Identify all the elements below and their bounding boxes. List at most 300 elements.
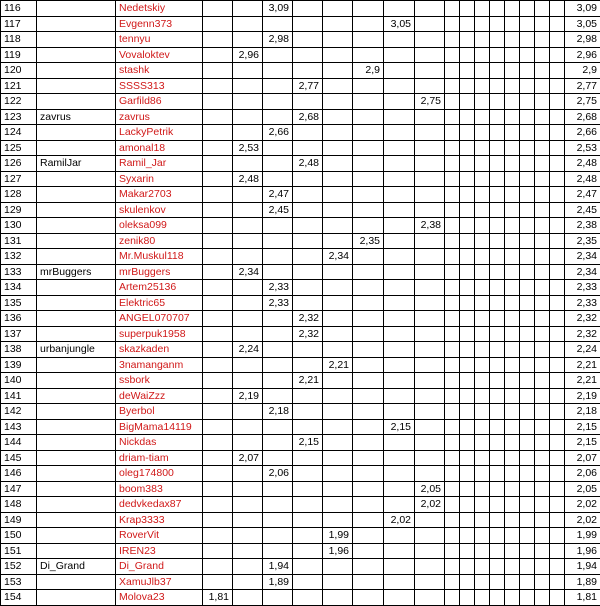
score-cell — [475, 295, 490, 311]
table-row — [1, 63, 600, 79]
total-cell: 2,21 — [565, 357, 600, 373]
score-cell — [384, 311, 415, 327]
score-cell — [550, 1, 565, 17]
score-cell — [293, 295, 323, 311]
score-cell: 2,75 — [415, 94, 445, 110]
score-cell — [323, 78, 353, 94]
score-cell — [323, 466, 353, 482]
score-cell — [505, 481, 520, 497]
score-cell — [460, 32, 475, 48]
score-cell — [475, 202, 490, 218]
score-cell — [490, 171, 505, 187]
score-cell — [550, 63, 565, 79]
score-cell — [293, 140, 323, 156]
score-cell: 2,21 — [293, 373, 323, 389]
total-cell: 2,32 — [565, 326, 600, 342]
score-cell — [384, 202, 415, 218]
score-cell — [353, 388, 384, 404]
nickname-cell: oleg174800 — [116, 466, 203, 482]
score-cell — [550, 47, 565, 63]
score-cell — [445, 357, 460, 373]
score-cell — [550, 218, 565, 234]
score-cell — [550, 435, 565, 451]
score-cell — [293, 47, 323, 63]
score-cell — [445, 249, 460, 265]
score-cell — [460, 419, 475, 435]
score-cell — [263, 497, 293, 513]
rank-cell: 131 — [1, 233, 37, 249]
table-row — [1, 326, 600, 342]
score-cell — [490, 63, 505, 79]
score-cell — [535, 16, 550, 32]
score-cell — [490, 218, 505, 234]
total-cell: 2,32 — [565, 311, 600, 327]
score-cell — [203, 419, 233, 435]
alias-cell — [37, 63, 116, 79]
score-cell: 2,33 — [263, 295, 293, 311]
score-cell — [415, 388, 445, 404]
nickname-cell: zavrus — [116, 109, 203, 125]
table-row — [1, 125, 600, 141]
score-cell — [490, 264, 505, 280]
score-cell — [203, 357, 233, 373]
score-cell — [384, 94, 415, 110]
rank-cell: 119 — [1, 47, 37, 63]
score-cell — [520, 249, 535, 265]
score-cell — [293, 342, 323, 358]
score-cell — [550, 140, 565, 156]
score-cell — [203, 311, 233, 327]
score-cell: 2,47 — [263, 187, 293, 203]
score-cell — [505, 202, 520, 218]
score-cell — [263, 233, 293, 249]
score-cell — [460, 78, 475, 94]
score-cell — [460, 435, 475, 451]
score-cell — [384, 63, 415, 79]
rank-cell: 121 — [1, 78, 37, 94]
score-cell — [353, 404, 384, 420]
score-cell — [323, 404, 353, 420]
score-cell — [505, 466, 520, 482]
score-cell — [415, 63, 445, 79]
score-cell — [550, 357, 565, 373]
score-cell — [490, 16, 505, 32]
score-cell — [445, 326, 460, 342]
score-cell — [550, 559, 565, 575]
alias-cell — [37, 233, 116, 249]
total-cell: 2,53 — [565, 140, 600, 156]
score-cell — [323, 373, 353, 389]
score-cell — [535, 466, 550, 482]
score-cell — [490, 156, 505, 172]
score-cell — [505, 47, 520, 63]
score-cell: 2,66 — [263, 125, 293, 141]
score-cell — [263, 63, 293, 79]
score-cell — [293, 94, 323, 110]
score-cell — [505, 109, 520, 125]
score-cell — [323, 32, 353, 48]
table-row — [1, 156, 600, 172]
score-cell — [445, 280, 460, 296]
alias-cell — [37, 357, 116, 373]
score-cell: 1,89 — [263, 574, 293, 590]
score-cell — [520, 233, 535, 249]
score-cell — [535, 357, 550, 373]
total-cell: 3,09 — [565, 1, 600, 17]
score-cell — [445, 543, 460, 559]
score-cell — [520, 156, 535, 172]
score-cell — [445, 466, 460, 482]
score-cell — [203, 543, 233, 559]
total-cell: 2,66 — [565, 125, 600, 141]
score-cell — [415, 202, 445, 218]
score-cell — [353, 16, 384, 32]
score-cell — [475, 311, 490, 327]
alias-cell — [37, 218, 116, 234]
score-cell — [505, 559, 520, 575]
score-cell — [293, 543, 323, 559]
score-cell — [384, 373, 415, 389]
score-cell — [233, 481, 263, 497]
score-cell — [505, 543, 520, 559]
score-cell — [460, 512, 475, 528]
rank-cell: 143 — [1, 419, 37, 435]
alias-cell — [37, 47, 116, 63]
score-cell — [475, 419, 490, 435]
score-cell — [520, 218, 535, 234]
score-cell: 2,48 — [233, 171, 263, 187]
score-cell — [535, 497, 550, 513]
nickname-cell: driam-tiam — [116, 450, 203, 466]
nickname-cell: Krap3333 — [116, 512, 203, 528]
total-cell: 2,15 — [565, 435, 600, 451]
alias-cell — [37, 543, 116, 559]
rank-cell: 137 — [1, 326, 37, 342]
score-cell — [475, 140, 490, 156]
score-cell — [203, 326, 233, 342]
score-cell — [323, 342, 353, 358]
score-cell — [520, 94, 535, 110]
score-cell — [353, 94, 384, 110]
score-cell — [203, 450, 233, 466]
score-cell — [505, 187, 520, 203]
score-cell — [415, 435, 445, 451]
score-cell — [460, 1, 475, 17]
total-cell: 2,96 — [565, 47, 600, 63]
score-cell — [233, 466, 263, 482]
score-cell — [203, 94, 233, 110]
score-cell — [535, 1, 550, 17]
alias-cell: urbanjungle — [37, 342, 116, 358]
score-cell — [323, 171, 353, 187]
score-cell — [550, 187, 565, 203]
alias-cell — [37, 202, 116, 218]
score-cell — [203, 125, 233, 141]
table-row — [1, 47, 600, 63]
score-cell: 3,05 — [384, 16, 415, 32]
table-row — [1, 249, 600, 265]
score-cell — [233, 16, 263, 32]
score-cell — [475, 109, 490, 125]
score-cell — [535, 419, 550, 435]
score-cell — [550, 171, 565, 187]
score-cell — [490, 450, 505, 466]
score-cell — [520, 373, 535, 389]
score-cell — [323, 450, 353, 466]
score-cell — [203, 466, 233, 482]
alias-cell — [37, 466, 116, 482]
score-cell — [263, 78, 293, 94]
score-cell — [475, 171, 490, 187]
alias-cell — [37, 435, 116, 451]
score-cell — [233, 280, 263, 296]
score-cell — [233, 125, 263, 141]
score-cell — [384, 249, 415, 265]
score-cell — [233, 543, 263, 559]
score-cell — [353, 202, 384, 218]
score-cell — [475, 497, 490, 513]
nickname-cell: Makar2703 — [116, 187, 203, 203]
score-cell — [550, 342, 565, 358]
score-cell — [445, 187, 460, 203]
total-cell: 2,38 — [565, 218, 600, 234]
score-cell — [445, 63, 460, 79]
score-cell — [203, 171, 233, 187]
score-cell — [445, 512, 460, 528]
score-cell — [323, 512, 353, 528]
score-cell — [460, 326, 475, 342]
score-cell — [490, 559, 505, 575]
score-cell — [550, 450, 565, 466]
score-cell — [293, 16, 323, 32]
total-cell: 2,34 — [565, 264, 600, 280]
score-cell — [445, 264, 460, 280]
score-cell — [520, 419, 535, 435]
score-cell — [323, 559, 353, 575]
nickname-cell: Evgenn373 — [116, 16, 203, 32]
score-cell — [233, 63, 263, 79]
score-cell — [384, 32, 415, 48]
nickname-cell: Elektric65 — [116, 295, 203, 311]
score-cell — [353, 125, 384, 141]
score-cell: 2,21 — [323, 357, 353, 373]
score-cell — [293, 63, 323, 79]
score-cell — [475, 450, 490, 466]
nickname-cell: Molova23 — [116, 590, 203, 606]
score-cell — [203, 47, 233, 63]
score-cell — [505, 590, 520, 606]
score-cell — [520, 404, 535, 420]
score-cell — [505, 388, 520, 404]
score-cell — [445, 419, 460, 435]
table-row — [1, 280, 600, 296]
score-cell — [323, 295, 353, 311]
score-cell — [384, 388, 415, 404]
score-cell — [445, 559, 460, 575]
score-cell — [505, 373, 520, 389]
score-cell — [203, 140, 233, 156]
nickname-cell: Artem25136 — [116, 280, 203, 296]
score-cell: 2,96 — [233, 47, 263, 63]
score-cell — [475, 512, 490, 528]
score-cell — [505, 295, 520, 311]
score-cell — [384, 140, 415, 156]
rank-cell: 146 — [1, 466, 37, 482]
score-cell — [460, 373, 475, 389]
alias-cell — [37, 419, 116, 435]
score-cell — [353, 218, 384, 234]
score-cell — [415, 32, 445, 48]
score-cell: 1,99 — [323, 528, 353, 544]
score-cell — [203, 559, 233, 575]
score-cell — [445, 156, 460, 172]
nickname-cell: boom383 — [116, 481, 203, 497]
table-row — [1, 94, 600, 110]
score-cell — [353, 497, 384, 513]
score-cell — [475, 125, 490, 141]
nickname-cell: RoverVit — [116, 528, 203, 544]
score-cell — [233, 590, 263, 606]
score-cell — [293, 32, 323, 48]
score-cell — [263, 171, 293, 187]
score-cell — [475, 218, 490, 234]
score-cell — [460, 450, 475, 466]
score-cell — [415, 249, 445, 265]
table-row — [1, 16, 600, 32]
nickname-cell: tennyu — [116, 32, 203, 48]
score-cell — [263, 264, 293, 280]
score-cell: 2,02 — [384, 512, 415, 528]
score-cell — [384, 109, 415, 125]
score-cell — [323, 388, 353, 404]
score-cell — [490, 435, 505, 451]
alias-cell — [37, 574, 116, 590]
score-cell — [384, 280, 415, 296]
rank-cell: 123 — [1, 109, 37, 125]
score-cell — [520, 342, 535, 358]
score-cell — [520, 326, 535, 342]
score-cell — [550, 280, 565, 296]
score-cell — [535, 218, 550, 234]
score-cell — [415, 233, 445, 249]
score-cell — [460, 94, 475, 110]
score-cell — [535, 249, 550, 265]
score-cell — [323, 419, 353, 435]
score-cell — [415, 78, 445, 94]
score-cell — [203, 1, 233, 17]
score-cell — [520, 357, 535, 373]
alias-cell — [37, 249, 116, 265]
total-cell: 2,34 — [565, 249, 600, 265]
score-cell — [460, 388, 475, 404]
score-cell — [293, 388, 323, 404]
score-cell — [203, 373, 233, 389]
score-cell — [505, 419, 520, 435]
score-cell — [445, 218, 460, 234]
alias-cell — [37, 388, 116, 404]
score-cell — [475, 543, 490, 559]
score-cell — [415, 187, 445, 203]
score-cell — [445, 373, 460, 389]
score-cell — [460, 156, 475, 172]
score-cell — [384, 1, 415, 17]
score-cell — [490, 78, 505, 94]
rank-cell: 126 — [1, 156, 37, 172]
score-cell — [520, 109, 535, 125]
nickname-cell: Ramil_Jar — [116, 156, 203, 172]
score-cell — [293, 125, 323, 141]
score-cell — [490, 404, 505, 420]
score-cell — [384, 171, 415, 187]
score-cell — [384, 125, 415, 141]
score-cell — [203, 249, 233, 265]
nickname-cell: zenik80 — [116, 233, 203, 249]
nickname-cell: deWaiZzz — [116, 388, 203, 404]
nickname-cell: superpuk1958 — [116, 326, 203, 342]
score-cell — [203, 202, 233, 218]
score-cell — [323, 311, 353, 327]
table-row — [1, 404, 600, 420]
score-cell — [293, 404, 323, 420]
score-cell — [490, 311, 505, 327]
score-cell — [475, 94, 490, 110]
score-cell — [445, 590, 460, 606]
score-cell — [550, 373, 565, 389]
nickname-cell: Nedetskiy — [116, 1, 203, 17]
alias-cell: zavrus — [37, 109, 116, 125]
table-row — [1, 373, 600, 389]
score-cell — [445, 404, 460, 420]
score-cell — [445, 202, 460, 218]
score-cell — [293, 574, 323, 590]
score-cell — [415, 140, 445, 156]
rank-cell: 154 — [1, 590, 37, 606]
score-cell — [535, 295, 550, 311]
score-cell — [520, 512, 535, 528]
score-cell — [445, 450, 460, 466]
score-cell — [535, 450, 550, 466]
score-cell — [293, 202, 323, 218]
score-cell — [353, 32, 384, 48]
score-cell — [520, 559, 535, 575]
score-cell — [263, 388, 293, 404]
score-cell — [263, 357, 293, 373]
score-cell — [203, 264, 233, 280]
score-cell — [293, 559, 323, 575]
alias-cell — [37, 16, 116, 32]
score-cell — [323, 497, 353, 513]
score-cell — [490, 357, 505, 373]
score-cell — [505, 357, 520, 373]
table-row — [1, 171, 600, 187]
score-cell: 2,68 — [293, 109, 323, 125]
score-cell — [535, 187, 550, 203]
score-cell — [233, 512, 263, 528]
score-cell — [490, 280, 505, 296]
score-cell — [415, 264, 445, 280]
score-cell: 1,81 — [203, 590, 233, 606]
score-cell — [445, 32, 460, 48]
score-cell: 2,38 — [415, 218, 445, 234]
alias-cell — [37, 311, 116, 327]
rank-cell: 153 — [1, 574, 37, 590]
table-row — [1, 559, 600, 575]
rank-cell: 136 — [1, 311, 37, 327]
score-cell — [353, 435, 384, 451]
nickname-cell: Byerbol — [116, 404, 203, 420]
table-row — [1, 187, 600, 203]
score-cell — [550, 497, 565, 513]
